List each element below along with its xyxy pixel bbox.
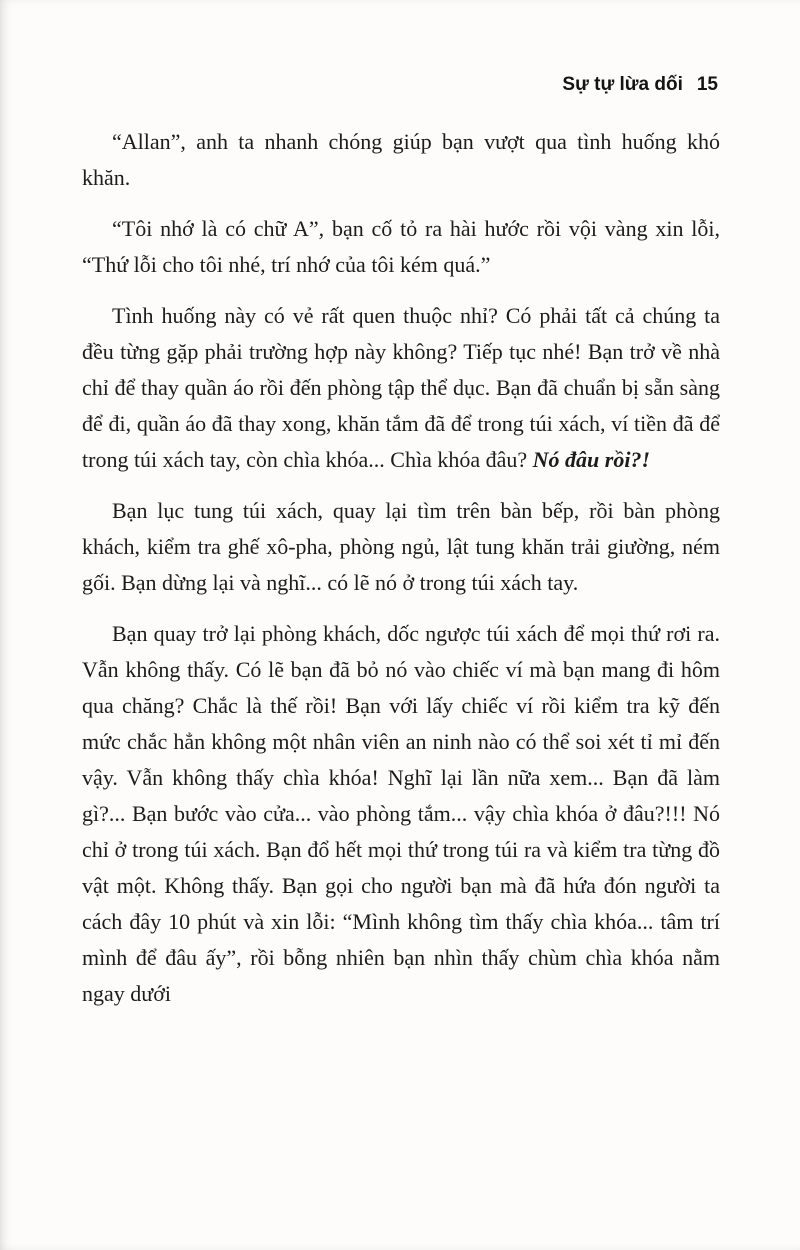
paragraph <box>82 124 720 196</box>
paragraph <box>82 616 720 1012</box>
paragraph <box>82 298 720 478</box>
paragraph <box>82 493 720 601</box>
paragraph-text: Tình huống này có vẻ rất quen thuộc nhỉ? Có phải tất cả chúng ta đều từng gặp phải trường hợp này không? Tiếp tục nhé! Bạn trở về nhà chỉ để thay quần áo rồi đến phòng tập thể dục. Bạn đã chuẩn bị sẵn sàng để đi, quần áo đã thay xong, khăn tắm đã để trong túi xách, ví tiền đã để trong túi xách tay, còn chìa khóa... Chìa khóa đâu? <box>82 303 720 472</box>
paragraph-text: “Tôi nhớ là có chữ A”, bạn cố tỏ ra hài hước rồi vội vàng xin lỗi, “Thứ lỗi cho tôi nhé, trí nhớ của tôi kém quá.” <box>82 216 720 277</box>
paragraph <box>82 211 720 283</box>
paragraph-text: Bạn quay trở lại phòng khách, dốc ngược túi xách để mọi thứ rơi ra. Vẫn không thấy. Có lẽ bạn đã bỏ nó vào chiếc ví mà bạn mang đi hôm qua chăng? Chắc là thế rồi! Bạn với lấy chiếc ví rồi kiểm tra kỹ đến mức chắc hẳn không một nhân viên an ninh nào có thể soi xét tỉ mỉ đến vậy. Vẫn không thấy chìa khóa! Nghĩ lại lần nữa xem... Bạn đã làm gì?... Bạn bước vào cửa... vào phòng tắm... vậy chìa khóa ở đâu?!!! Nó chỉ ở trong túi xách. Bạn đổ hết mọi thứ trong túi ra và kiểm tra từng đồ vật một. Không thấy. Bạn gọi cho người bạn mà đã hứa đón người ta cách đây 10 phút và xin lỗi: “Mình không tìm thấy chìa khóa... tâm trí mình để đâu ấy”, rồi bỗng nhiên bạn nhìn thấy chùm chìa khóa nằm ngay dưới <box>82 621 720 1006</box>
page-number: 15 <box>696 74 718 95</box>
paragraph-emphasis-text: Nó đâu rồi?! <box>532 447 651 472</box>
paragraph-text: “Allan”, anh ta nhanh chóng giúp bạn vượt qua tình huống khó khăn. <box>82 129 720 190</box>
paragraph-text: Bạn lục tung túi xách, quay lại tìm trên bàn bếp, rồi bàn phòng khách, kiểm tra ghế xô-pha, phòng ngủ, lật tung khăn trải giường, ném gối. Bạn dừng lại và nghĩ... có lẽ nó ở trong túi xách tay. <box>82 498 720 595</box>
chapter-title: Sự tự lừa dối <box>562 74 683 95</box>
running-header <box>82 74 720 96</box>
page-body <box>82 124 720 1012</box>
